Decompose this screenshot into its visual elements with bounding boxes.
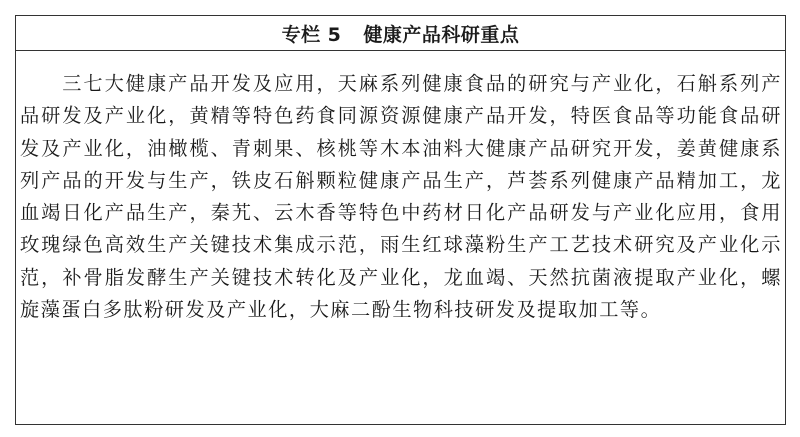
feature-box bbox=[15, 15, 786, 425]
column-label: 专栏 5 bbox=[281, 23, 342, 46]
box-body-text: 三七大健康产品开发及应用，天麻系列健康食品的研究与产业化，石斛系列产品研发及产业化，黄精等特色药食同源资源健康产品开发，特医食品等功能食品研发及产业化，油橄榄、青刺果、核桃等木本油料大健康产品研究开发，姜黄健康系列产品的开发与生产，铁皮石斛颗粒健康产品生产，芦荟系列健康产品精加工，龙血竭日化产品生产，秦艽、云木香等特色中药材日化产品研发与产业化应用，食用玫瑰绿色高效生产关键技术集成示范，雨生红球藻粉生产工艺技术研究及产业化示范，补骨脂发酵生产关键技术转化及产业化，龙血竭、天然抗菌液提取产业化，螺旋藻蛋白多肽粉研发及产业化，大麻二酚生物科技研发及提取加工等。 bbox=[20, 72, 782, 322]
box-title: 健康产品科研重点 bbox=[363, 23, 520, 46]
box-header bbox=[16, 16, 785, 51]
